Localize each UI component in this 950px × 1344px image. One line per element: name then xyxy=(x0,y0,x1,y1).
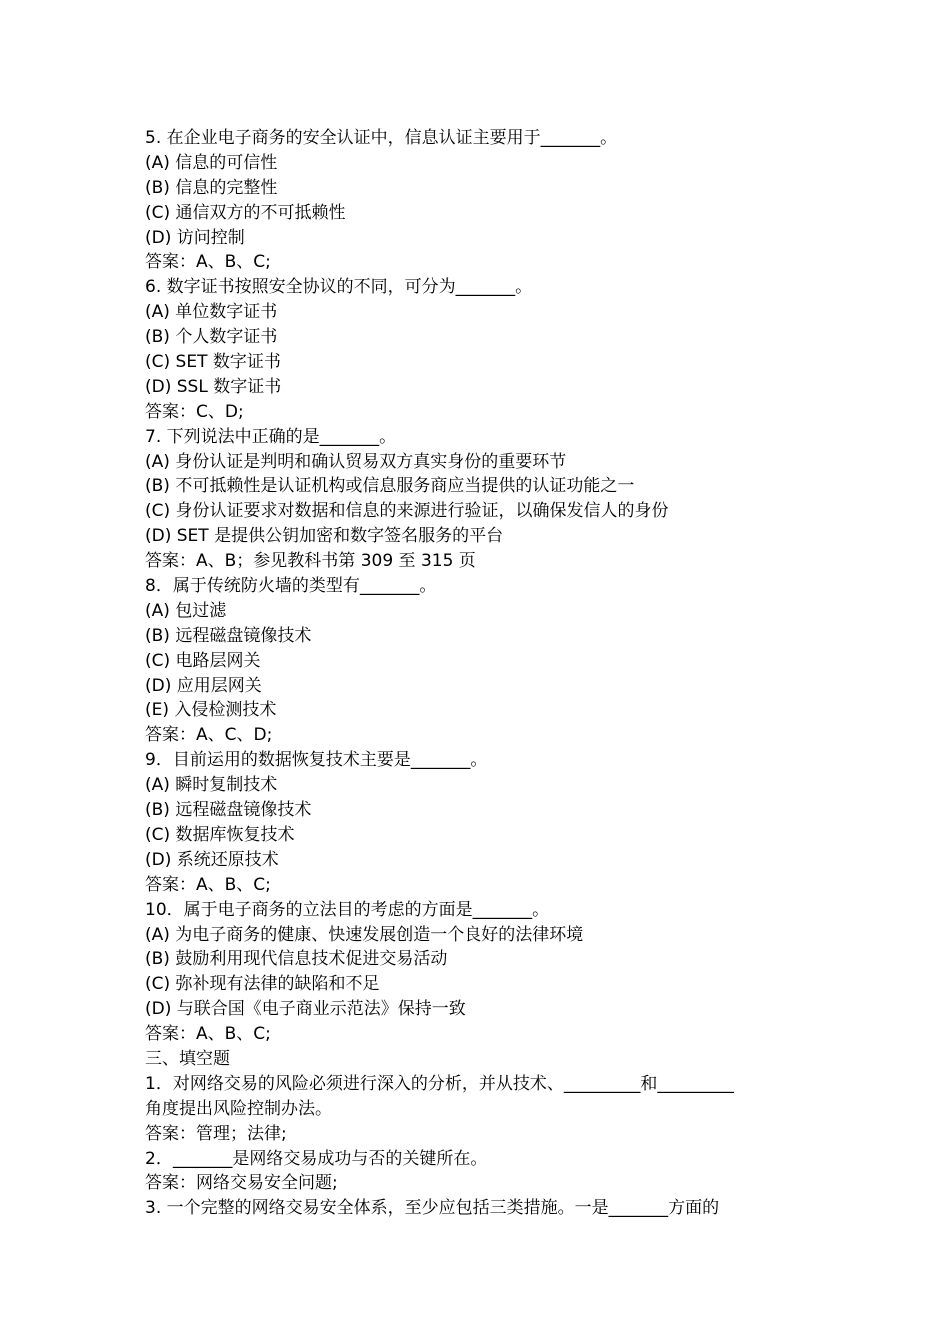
document-body xyxy=(145,126,825,1221)
question-9-option-a: (A) 瞬时复制技术 xyxy=(145,775,278,796)
question-7-stem: 7. 下列说法中正确的是_______。 xyxy=(145,426,397,447)
question-5-option-d: (D) 访问控制 xyxy=(145,227,245,248)
fill-1-answer: 答案：管理；法律; xyxy=(145,1123,287,1144)
question-8-option-b: (B) 远程磁盘镜像技术 xyxy=(145,625,312,646)
question-9-stem: 9．目前运用的数据恢复技术主要是_______。 xyxy=(145,750,488,771)
fill-2-answer: 答案：网络交易安全问题; xyxy=(145,1173,338,1194)
question-10-option-b: (B) 鼓励利用现代信息技术促进交易活动 xyxy=(145,949,448,970)
fill-1-stem: 1．对网络交易的风险必须进行深入的分析，并从技术、_________和_________ xyxy=(145,1073,734,1094)
question-8-stem: 8．属于传统防火墙的类型有_______。 xyxy=(145,576,437,597)
question-8-answer: 答案：A、C、D; xyxy=(145,725,273,746)
fill-2-stem: 2．_______是网络交易成功与否的关键所在。 xyxy=(145,1148,488,1169)
fill-1-stem-continued: 角度提出风险控制办法。 xyxy=(145,1098,332,1119)
question-6-option-a: (A) 单位数字证书 xyxy=(145,302,278,323)
question-6-answer: 答案：C、D; xyxy=(145,401,244,422)
question-6-stem: 6. 数字证书按照安全协议的不同，可分为_______。 xyxy=(145,277,533,298)
question-10-option-d: (D) 与联合国《电子商业示范法》保持一致 xyxy=(145,999,466,1020)
question-9-option-d: (D) 系统还原技术 xyxy=(145,849,279,870)
fill-3-stem: 3. 一个完整的网络交易安全体系，至少应包括三类措施。一是_______方面的 xyxy=(145,1198,720,1219)
question-5-option-b: (B) 信息的完整性 xyxy=(145,177,278,198)
question-10-stem: 10．属于电子商务的立法目的考虑的方面是_______。 xyxy=(145,899,550,920)
question-7-option-c: (C) 身份认证要求对数据和信息的来源进行验证，以确保发信人的身份 xyxy=(145,501,669,522)
question-9-option-b: (B) 远程磁盘镜像技术 xyxy=(145,800,312,821)
section-heading-fill-in: 三、填空题 xyxy=(145,1048,230,1069)
question-5-answer: 答案：A、B、C; xyxy=(145,252,271,273)
question-8-option-d: (D) 应用层网关 xyxy=(145,675,262,696)
question-10-answer: 答案：A、B、C; xyxy=(145,1024,271,1045)
question-5-option-a: (A) 信息的可信性 xyxy=(145,152,278,173)
question-7-option-d: (D) SET 是提供公钥加密和数字签名服务的平台 xyxy=(145,526,504,547)
question-9-answer: 答案：A、B、C; xyxy=(145,874,271,895)
question-7-option-a: (A) 身份认证是判明和确认贸易双方真实身份的重要环节 xyxy=(145,451,567,472)
question-8-option-e: (E) 入侵检测技术 xyxy=(145,700,277,721)
question-8-option-a: (A) 包过滤 xyxy=(145,600,227,621)
question-10-option-c: (C) 弥补现有法律的缺陷和不足 xyxy=(145,974,380,995)
question-5-option-c: (C) 通信双方的不可抵赖性 xyxy=(145,202,346,223)
question-5-stem: 5. 在企业电子商务的安全认证中，信息认证主要用于_______。 xyxy=(145,128,618,148)
question-7-answer: 答案：A、B；参见教科书第 309 至 315 页 xyxy=(145,551,476,572)
question-6-option-b: (B) 个人数字证书 xyxy=(145,327,278,348)
question-6-option-c: (C) SET 数字证书 xyxy=(145,352,281,373)
question-7-option-b: (B) 不可抵赖性是认证机构或信息服务商应当提供的认证功能之一 xyxy=(145,476,635,497)
question-6-option-d: (D) SSL 数字证书 xyxy=(145,376,282,397)
question-10-option-a: (A) 为电子商务的健康、快速发展创造一个良好的法律环境 xyxy=(145,924,584,945)
question-9-option-c: (C) 数据库恢复技术 xyxy=(145,824,295,845)
question-8-option-c: (C) 电路层网关 xyxy=(145,650,261,671)
